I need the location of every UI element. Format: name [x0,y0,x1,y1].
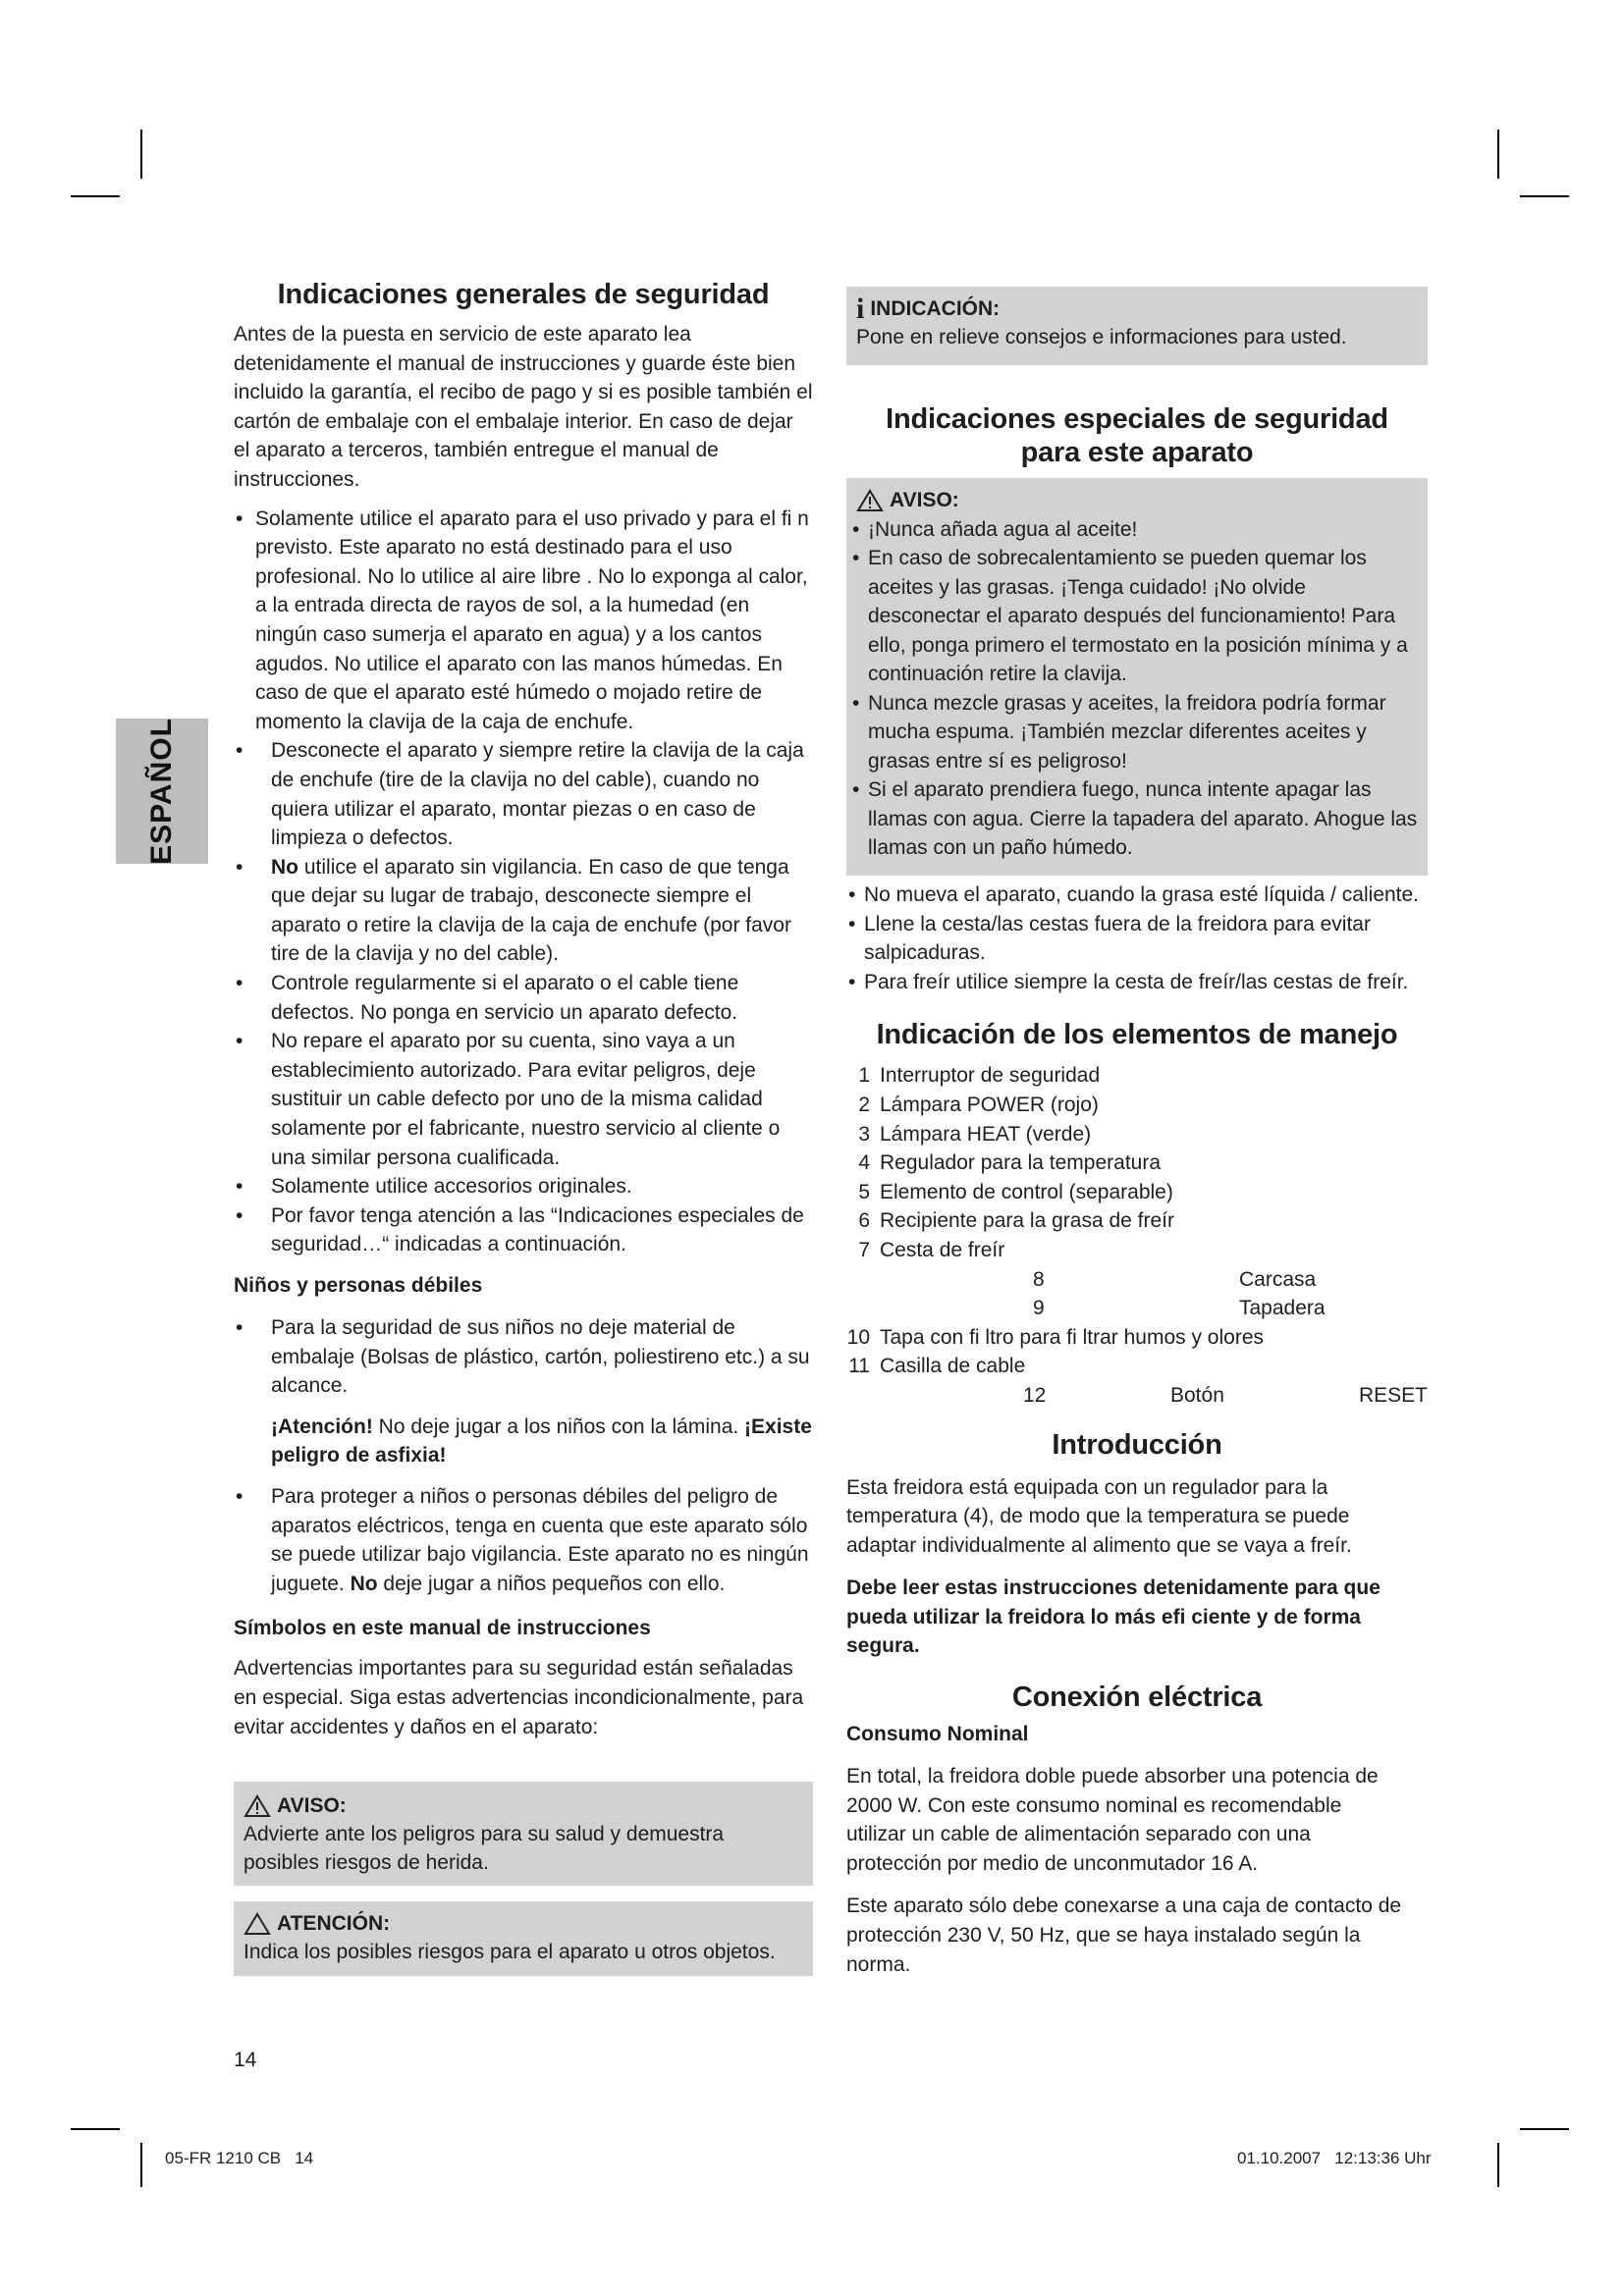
control-number: 11 [848,1355,870,1378]
control-number: 6 [858,1209,870,1233]
list-item: • Nunca mezcle grasas y aceites, la freidora podría formar mucha espuma. ¡También mezclar diferentes aceites y grasas entre sí es peligroso! [850,689,1418,776]
right-column-lower [846,881,1428,1979]
control-number: 9 [1033,1297,1045,1320]
controls-row-12 [846,1381,1428,1411]
power-text-2: Este aparato sólo debe conexarse a una caja de contacto de protección 230 V, 50 Hz, que se haya instalado según la norma. [846,1895,1402,1976]
control-label: Cesta de freír [880,1238,1005,1261]
control-label: Lámpara POWER (rojo) [880,1093,1099,1116]
control-number: 4 [858,1151,870,1175]
list-item: • ¡Nunca añada agua al aceite! [850,515,1418,545]
controls-row-8 [846,1265,1428,1295]
list-item: • Para la seguridad de sus niños no deje material de embalaje (Bolsas de plástico, cartón, poliestireno etc.) a su alcance. [234,1313,813,1401]
aviso-heading [856,486,1418,515]
atencion-heading [244,1909,803,1938]
footer-right: 01.10.2007 12:13:36 Uhr [1237,2149,1432,2167]
aviso-label: AVISO: [890,489,959,511]
list-item: • Controle regularmente si el aparato o el cable tiene defectos. No ponga en servicio un aparato defecto. [234,969,813,1027]
crop-mark [1520,195,1569,197]
control-number: 7 [858,1238,870,1261]
power-text-1: En total, la freidora doble puede absorber una potencia de 2000 W. Con este consumo nominal es recomendable utilizar un cable de alimentación separado con una protección por medio de unconmutador 16 A. [846,1765,1379,1875]
general-safety-title: Indicaciones generales de seguridad [277,279,770,310]
atencion-text: Indica los posibles riesgos para el aparato u otros objetos. [244,1941,776,1963]
list-item [234,1482,813,1598]
control-label: Regulador para la temperatura [880,1151,1162,1175]
list-item: • En caso de sobrecalentamiento se pueden quemar los aceites y las grasas. ¡Tenga cuidado! ¡No olvide desconectar el aparato después del funcionamiento! Para ello, ponga primero el termostato en la posición mínima y a continuación retire la clavija. [850,544,1418,689]
symbols-text: Advertencias importantes para su seguridad están señaladas en especial. Siga estas advertencias incondicionalmente, para evitar accidentes y daños en el aparato: [234,1657,804,1738]
bold-word: No [350,1572,378,1595]
control-number: 5 [858,1180,870,1203]
list-item: • No mueva el aparato, cuando la grasa esté líquida / caliente. [846,881,1428,910]
list-item: • Solamente utilice el aparato para el uso privado y para el fi n previsto. Este aparato no está destinado para el uso profesional. No lo utilice al aire libre . No lo exponga al calor, a la entrada directa de rayos de sol, a la humedad (en ningún caso sumerja el aparato en agua) y a los cantos agudos. No utilice el aparato con las manos húmedas. En caso de que el aparato esté húmedo o mojado retire de momento la clavija de la caja de enchufe. [234,505,813,737]
special-title-line-2: para este aparato [1020,437,1254,468]
aviso-label: AVISO: [277,1794,347,1817]
list-item: • No repare el aparato por su cuenta, sino vaya a un establecimiento autorizado. Para evitar peligros, deje sustituir un cable defecto por uno de la misma calidad solamente por el fabricante, nuestro servicio al cliente o una similar persona cualificada. [234,1027,813,1172]
crop-mark [1520,2128,1569,2130]
list-item: • Llene la cesta/las cestas fuera de la freidora para evitar salpicaduras. [846,910,1428,968]
right-aviso-box [846,478,1428,876]
control-number: 1 [858,1064,870,1088]
info-icon: i [856,292,865,325]
page-number: 14 [234,2049,257,2071]
controls-list [846,1061,1428,1264]
control-number: 12 [1023,1383,1047,1407]
control-label-reset: RESET [1358,1383,1428,1407]
controls-title: Indicación de los elementos de manejo [876,1019,1398,1051]
list-item-text: Para proteger a niños o personas débiles del peligro de aparatos eléctricos, tenga en cuenta que este aparato sólo se puede utilizar bajo vigilancia. Este aparato no es ningún juguete. [271,1484,809,1595]
aviso-heading [244,1791,803,1820]
control-label: Elemento de control (separable) [880,1180,1173,1203]
control-label: Interruptor de seguridad [880,1064,1101,1088]
list-item [234,853,813,969]
power-title: Conexión eléctrica [1011,1682,1263,1714]
control-label-row [1151,1381,1428,1411]
aviso-list [850,515,1418,863]
left-aviso-box [234,1782,813,1886]
kids-heading: Niños y personas débiles [234,1274,483,1297]
indicacion-box [846,287,1428,365]
general-safety-intro: Antes de la puesta en servicio de este aparato lea detenidamente el manual de instrucciones y guarde éste bien incluido la garantía, el recibo de pago y si es posible también el cartón de embalaje con el embalaje interior. En caso de dejar el aparato a terceros, también entregue el manual de instrucciones. [234,323,813,491]
bold-word: No [271,855,298,879]
intro-text: Esta freidora está equipada con un regulador para la temperatura (4), de modo que la temperatura se puede adaptar individualmente al alimento que se vaya a freír. [846,1475,1352,1557]
language-tab [116,719,208,864]
indicacion-heading [856,294,1418,323]
control-label: Tapadera [1239,1297,1326,1320]
extra-safety-list [846,881,1428,996]
kids-list-2 [234,1482,813,1598]
special-safety-title [846,402,1428,469]
control-number: 8 [1033,1267,1045,1291]
crop-mark [140,2143,142,2187]
caution-triangle-icon [244,1912,271,1936]
warning-triangle-icon [244,1794,271,1818]
general-safety-list [234,505,813,1259]
crop-mark [140,130,142,179]
control-number: 3 [858,1122,870,1146]
crop-mark [71,195,120,197]
list-item-text: deje jugar a niños pequeños con ello. [377,1572,726,1595]
attention-bold: ¡Atención! [271,1415,373,1438]
control-label: Lámpara HEAT (verde) [880,1122,1092,1146]
control-number: 2 [858,1093,870,1116]
list-item: • Por favor tenga atención a las “Indicaciones especiales de seguridad…“ indicadas a continuación. [234,1201,813,1259]
left-column [234,278,813,1741]
footer-left: 05-FR 1210 CB 14 [165,2149,314,2167]
list-item: • Solamente utilice accesorios originales. [234,1172,813,1201]
left-atencion-box [234,1901,813,1976]
crop-mark [71,2128,120,2130]
intro-bold-text: Debe leer estas instrucciones detenidamente para que pueda utilizar la freidora lo más efi ciente y de forma segura. [846,1576,1380,1658]
control-label: Recipiente para la grasa de freír [880,1209,1174,1233]
controls-row-9 [846,1294,1428,1323]
atencion-label: ATENCIÓN: [277,1912,391,1935]
list-item: • Para freír utilice siempre la cesta de freír/las cestas de freír. [846,968,1428,997]
controls-list-2 [846,1323,1428,1381]
list-item: • Si el aparato prendiera fuego, nunca intente apagar las llamas con agua. Cierre la tapadera del aparato. Ahogue las llamas con un paño húmedo. [850,775,1418,863]
list-item: • Desconecte el aparato y siempre retire la clavija de la caja de enchufe (tire de la clavija no del cable), cuando no quiera utilizar el aparato, montar piezas o en caso de limpieza o defectos. [234,736,813,852]
control-label: Tapa con fi ltro para fi ltrar humos y olores [880,1325,1265,1349]
language-tab-label: ESPAÑOL [145,718,178,865]
control-number: 10 [846,1325,870,1349]
indicacion-label: INDICACIÓN: [870,297,1001,320]
warning-triangle-icon [856,489,884,512]
symbols-heading: Símbolos en este manual de instrucciones [234,1617,651,1640]
kids-list [234,1313,813,1401]
crop-mark [1497,2143,1499,2187]
list-item-text: utilice el aparato sin vigilancia. En caso de que tenga que dejar su lugar de trabajo, desconecte siempre el aparato o retire la clavija de la caja de enchufe (por favor tire de la clavija y no del cable). [271,855,791,966]
crop-mark [1497,130,1499,179]
special-title-line-1: Indicaciones especiales de seguridad [886,403,1388,435]
control-label: Casilla de cable [880,1355,1026,1378]
power-subheading: Consumo Nominal [846,1723,1029,1746]
aviso-text: Advierte ante los peligros para su salud y demuestra posibles riesgos de herida. [244,1823,725,1874]
indicacion-text: Pone en relieve consejos e informaciones para usted. [856,326,1347,348]
attention-bold-2: ¡Existe peligro de asfixia! [271,1415,812,1468]
intro-title: Introducción [1052,1428,1222,1461]
control-label: Carcasa [1239,1267,1317,1291]
attention-note [234,1413,813,1470]
control-label: Botón [1170,1383,1224,1407]
attention-text: No deje jugar a los niños con la lámina. [372,1415,745,1438]
